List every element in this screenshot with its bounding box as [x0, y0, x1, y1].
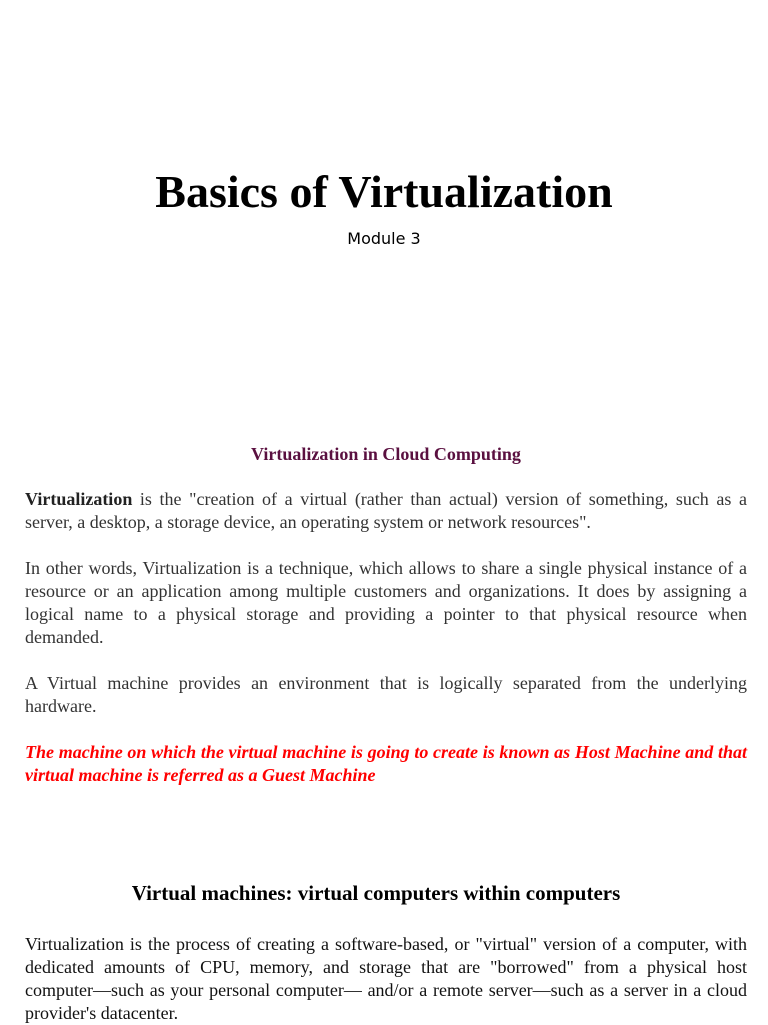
- explanation-paragraph: In other words, Virtualization is a technique, which allows to share a single physical instance of a resource or an application among multiple customers and organizations. It does by assigning a logical name to a physical storage and providing a pointer to that physical resource when demanded.: [25, 558, 747, 647]
- section-heading: Virtualization in Cloud Computing: [251, 444, 521, 464]
- virtualization-section: [25, 443, 747, 810]
- page-subtitle: Module 3: [347, 229, 421, 248]
- page-title: Basics of Virtualization: [155, 166, 613, 217]
- definition-term: Virtualization: [25, 489, 133, 509]
- vm-section-paragraph: Virtualization is the process of creating a software-based, or "virtual" version of a computer, with dedicated amounts of CPU, memory, and storage that are "borrowed" from a physical host computer—such as your personal computer— and/or a remote server—such as a server in a cloud provider's datacenter.: [25, 934, 747, 1023]
- definition-paragraph: [25, 488, 747, 534]
- vm-section-heading: Virtual machines: virtual computers within computers: [131, 881, 621, 905]
- host-guest-note: The machine on which the virtual machine is going to create is known as Host Machine and that virtual machine is referred as a Guest Machine: [25, 742, 747, 785]
- definition-text: is the "creation of a virtual (rather than actual) version of something, such as a server, a desktop, a storage device, an operating system or network resources".: [25, 489, 747, 532]
- virtual-machine-paragraph: A Virtual machine provides an environment that is logically separated from the underlying hardware.: [25, 673, 747, 716]
